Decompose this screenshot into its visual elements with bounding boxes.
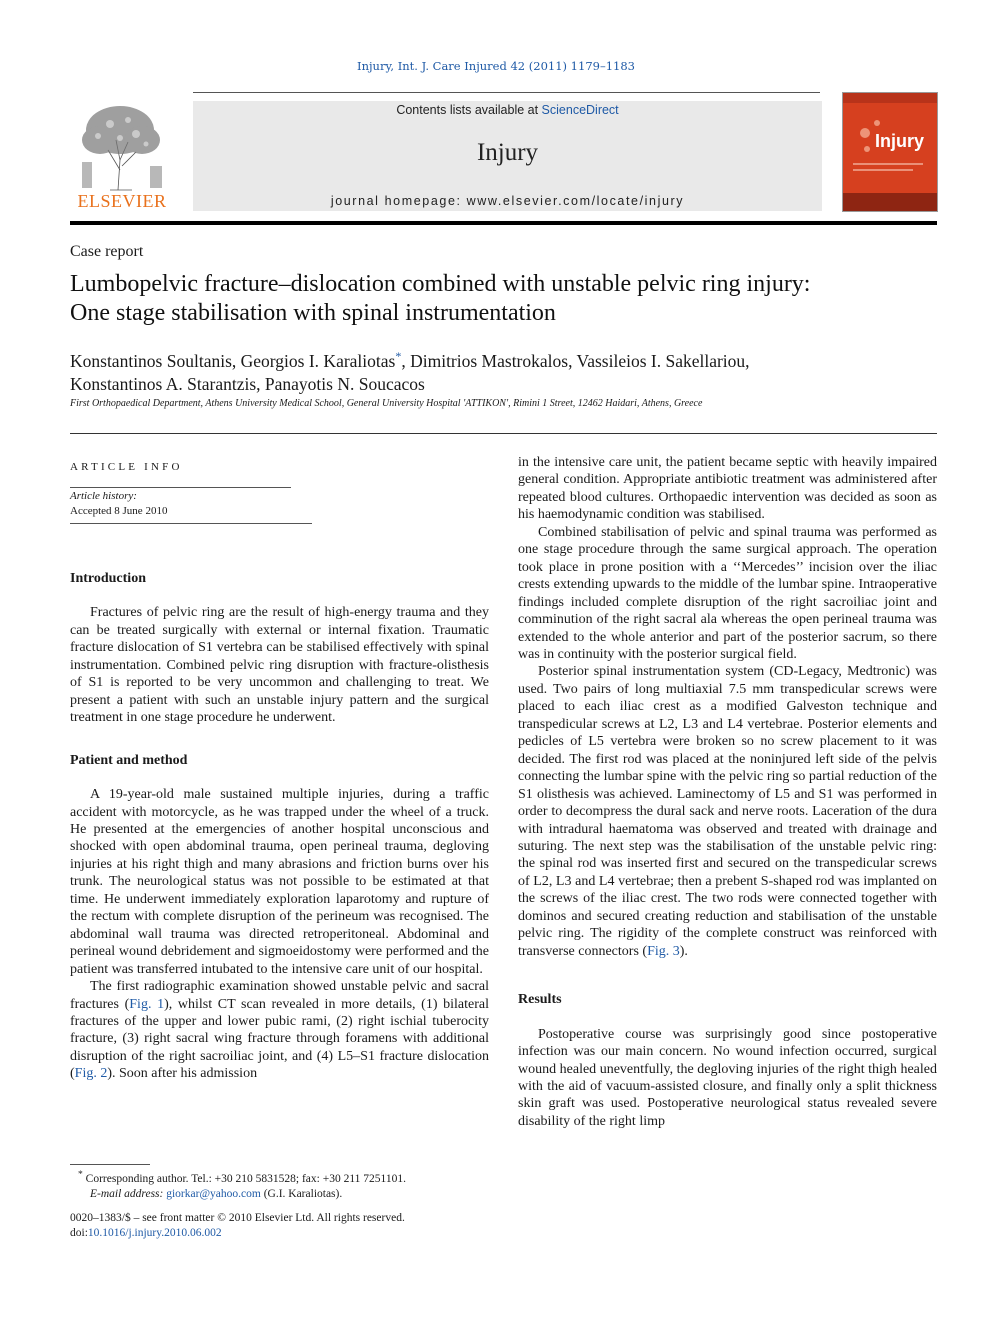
results-paragraph: Postoperative course was surprisingly good since postoperative infection was our main concern. No wound infection occurred, surgical wound healed uneventfully, the degloving injuries of the right thigh healed with the aid of vacuum-assisted closure, and finally only a split thickness skin graft was used. Postoperative neurological status revealed severe disability of the right limp xyxy=(518,1026,937,1129)
footnote-rule xyxy=(70,1164,150,1165)
journal-masthead xyxy=(193,101,822,211)
authors-line-2: Konstantinos A. Starantzis, Panayotis N. Soucacos xyxy=(70,373,425,394)
fig-1-link[interactable]: Fig. 1 xyxy=(129,996,165,1012)
doi-line: doi:10.1016/j.injury.2010.06.002 xyxy=(70,1227,222,1239)
journal-citation[interactable]: Injury, Int. J. Care Injured 42 (2011) 1179–1183 xyxy=(357,59,635,73)
cover-journal-title: Injury xyxy=(875,131,925,151)
patient-method-paragraph-4: Combined stabilisation of pelvic and spinal trauma was performed as one stage procedure through the same surgical approach. The operation took place in prone position with a ‘‘Mercedes’’ incision over the iliac crests extending upwards to the middle of the lumbar spine. Intraoperative findings included complete disruption of the right sacroiliac joint and comminution of the right sacral ala whereas the open perineal trauma was extended to the whole anterior and part of the posterior sacrum, so there was in continuity with the posterior surgical field. xyxy=(518,524,937,662)
article-history-label: Article history: xyxy=(70,490,137,502)
patient-method-paragraph-1: A 19-year-old male sustained multiple injuries, during a traffic accident with motorcycle, as he was trapped under the wheel of a truck. He presented at the emergencies of another hospital unconscious and shocked with open abdominal trauma, open perineal trauma, degloving injuries at his right thigh and many abrasions and friction burns over his trunk. The neurological status was not possible to be estimated at that time. He underwent immediately exploration laparotomy and rupture of the rectum with complete disruption of the perineum was recognised. The abdominal wall trauma was directed retroperitoneal. Abdominal and perineal wound debridement and sigmoeidostomy were performed and the patient was transferred intubated to the intensive care unit of our hospital. xyxy=(70,787,489,977)
accepted-date: Accepted 8 June 2010 xyxy=(70,505,168,517)
sciencedirect-link[interactable]: ScienceDirect xyxy=(541,103,619,117)
article-info-rule-bottom xyxy=(70,523,312,524)
authors-line-1b: , Dimitrios Mastrokalos, Vassileios I. Sakellariou, xyxy=(401,350,750,371)
introduction-heading: Introduction xyxy=(70,571,146,586)
article-info-rule xyxy=(70,487,291,488)
doi-link[interactable]: 10.1016/j.injury.2010.06.002 xyxy=(87,1227,222,1239)
header-thick-rule xyxy=(70,221,937,225)
corresponding-footnote: * Corresponding author. Tel.: +30 210 5831528; fax: +30 211 7251101. xyxy=(78,1169,406,1185)
footnotes xyxy=(70,1167,490,1202)
patient-method-heading: Patient and method xyxy=(70,752,188,768)
journal-cover-thumbnail[interactable] xyxy=(842,92,938,212)
journal-title: Injury xyxy=(476,139,539,166)
front-matter xyxy=(70,1211,490,1241)
email-footnote: E-mail address: giorkar@yahoo.com (G.I. Karaliotas). xyxy=(90,1187,343,1200)
author-list xyxy=(70,345,940,396)
patient-method-paragraph-3: in the intensive care unit, the patient became septic with heavily impaired general condition. Appropriate antibiotic treatment was administered after repeated blood cultures. Orthopaedic intervention was decided as soon as his haemodynamic condition was stabilised. xyxy=(518,455,937,523)
affiliation: First Orthopaedical Department, Athens University Medical School, General University Hospital 'ATTIKON', Rimini 1 Street, 12462 Haidari, Athens, Greece xyxy=(70,398,703,409)
introduction-paragraph: Fractures of pelvic ring are the result of high-energy trauma and they can be treated surgically with external or internal fixation. Traumatic fracture dislocation of S1 vertebra can be stabilised effectively with spinal instrumentation. Combined pelvic ring disruption with fracture-olisthesis of S1 is reported to be very uncommon and challenging to treat. We present a patient with such an unstable injury pattern and the surgical treatment in one stage procedure he underwent. xyxy=(70,605,489,726)
elsevier-wordmark: ELSEVIER xyxy=(77,191,167,211)
article-info-heading: ARTICLE INFO xyxy=(70,461,183,473)
right-column xyxy=(518,454,937,1130)
patient-method-paragraph-2: The first radiographic examination showed unstable pelvic and sacral fractures (Fig. 1), whilst CT scan revealed in more details, (1) bilateral fractures of the upper and lower pubic rami, (2) right ischial tuberocity fracture, (3) right sacral wing fracture through foramens with additional disruption of the right sacroiliac joint, and (4) L5–S1 fracture dislocation (Fig. 2). Soon after his admission xyxy=(70,979,489,1082)
title-line-1: Lumbopelvic fracture–dislocation combined with unstable pelvic ring injury: xyxy=(70,271,811,297)
article-type: Case report xyxy=(70,243,144,260)
cover-art-icon xyxy=(843,93,937,211)
results-heading: Results xyxy=(518,992,562,1008)
journal-homepage[interactable]: journal homepage: www.elsevier.com/locate/injury xyxy=(330,194,685,208)
article-title xyxy=(70,270,940,328)
fig-3-link[interactable]: Fig. 3 xyxy=(647,943,680,959)
corresponding-author-mark[interactable]: * xyxy=(395,349,402,363)
section-rule xyxy=(70,433,937,434)
elsevier-tree-icon xyxy=(70,100,174,192)
header-top-rule xyxy=(193,92,820,93)
issn-line: 0020–1383/$ – see front matter © 2010 Elsevier Ltd. All rights reserved. xyxy=(70,1212,405,1224)
left-column xyxy=(70,570,489,1083)
author-email-link[interactable]: giorkar@yahoo.com xyxy=(166,1187,261,1200)
title-line-2: One stage stabilisation with spinal instrumentation xyxy=(70,300,556,326)
authors-line-1a: Konstantinos Soultanis, Georgios I. Karaliotas xyxy=(70,350,396,371)
fig-2-link[interactable]: Fig. 2 xyxy=(74,1066,108,1082)
contents-line: Contents lists available at ScienceDirect xyxy=(396,103,619,117)
elsevier-logo xyxy=(70,100,174,212)
patient-method-paragraph-5: Posterior spinal instrumentation system (CD-Legacy, Medtronic) was used. Two pairs of long multiaxial 7.5 mm transpedicular screws were placed to each iliac crest as a modified Galveston technique and transpedicular screws at L2, L3 and L4 vertebrae. Posterior elements and pedicles of L5 vertebra were broken so no screw placement to it was decided. The first rod was placed at the noninjured left side of the pelvis connecting the lumbar spine with the pelvic ring so partial reduction of the S1 olisthesis was achieved. Laminectomy of L5 and S1 was performed in order to decompress the dural sack and nerve roots. Laceration of the dura with intradural haematoma was observed and treated with drainage and suturing. The next step was the stabilisation of the unstable pelvic ring: the spinal rod was inserted first and secured on the transpedicular screws of L2, L3 and L4 vertebrae; then a prebent S-shaped rod was implanted on the screws of the iliac crest. The two rods were connected together with dominos and secured creating reduction and stabilisation of the unstable pelvic ring. The rigidity of the complete construct was reinforced with transverse connectors (Fig. 3). xyxy=(518,664,937,959)
